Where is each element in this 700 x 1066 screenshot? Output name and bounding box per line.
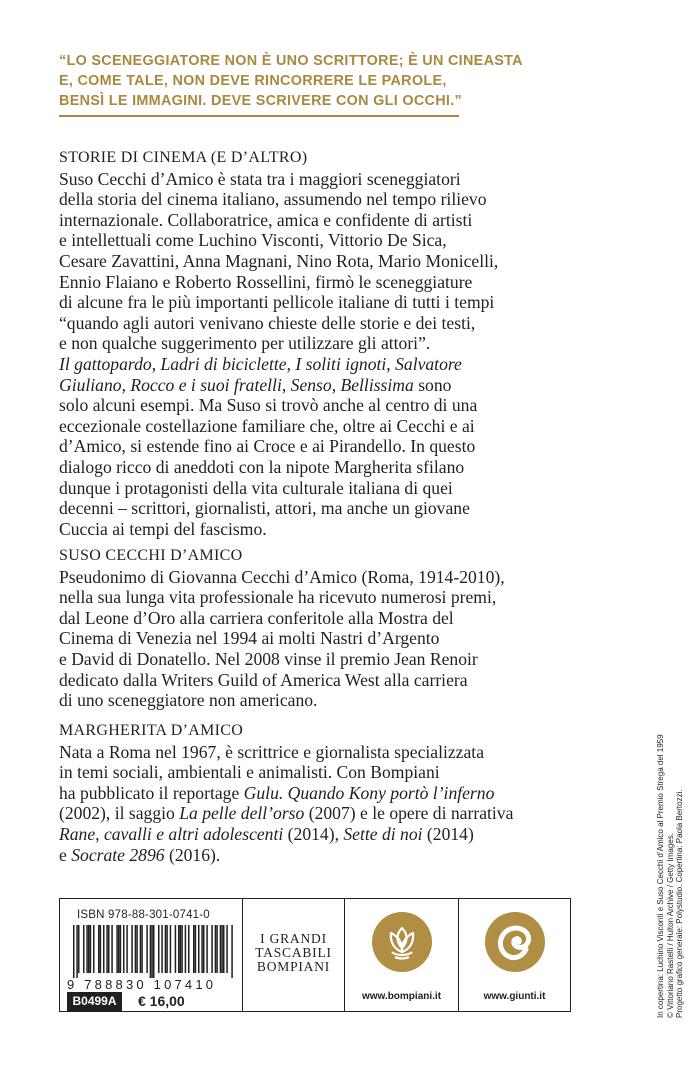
- barcode-bar: [136, 925, 138, 973]
- barcode-bar: [73, 925, 75, 978]
- series-name: [243, 932, 344, 974]
- barcode-bar: [108, 925, 110, 973]
- section-heading: SUSO CECCHI D’AMICO: [59, 547, 243, 564]
- text-line: [59, 210, 619, 231]
- quote-line: “LO SCENEGGIATORE NON È UNO SCRITTORE; È UN CINEASTA: [59, 53, 523, 69]
- epigraph-quote: [59, 51, 539, 111]
- barcode-bar: [103, 925, 105, 973]
- barcode-bar: [100, 925, 102, 973]
- italic-title: Sette di noi: [343, 823, 423, 844]
- italic-title: Socrate 2896: [71, 844, 165, 865]
- bompiani-block: [344, 899, 458, 1011]
- text-line: [59, 498, 619, 519]
- text-line: [59, 762, 619, 783]
- text-run: d’Amico, si estende fino ai Croce e ai Pirandello. In questo: [59, 436, 476, 457]
- text-line: [59, 457, 619, 478]
- barcode-bar: [93, 925, 95, 973]
- giunti-url[interactable]: www.giunti.it: [483, 991, 546, 1002]
- text-line: [59, 567, 619, 588]
- text-run: della storia del cinema italiano, assumendo nel tempo rilievo: [59, 189, 487, 210]
- barcode-block: [60, 899, 242, 1011]
- text-line: [59, 803, 619, 824]
- barcode-bar: [211, 925, 213, 973]
- text-line: [59, 169, 619, 190]
- text-line: [59, 608, 619, 629]
- credit-line: Progetto grafico generale: Polystudio. Copertina: Paola Bertozzi.: [675, 789, 685, 1018]
- text-line: [59, 251, 619, 272]
- text-run: e: [59, 844, 72, 865]
- italic-title: Gulu. Quando Kony portò l’inferno: [243, 782, 495, 803]
- barcode-bar: [180, 925, 182, 973]
- barcode-bar: [158, 925, 160, 973]
- barcode-bar: [118, 925, 120, 973]
- barcode-bar: [151, 925, 153, 978]
- italic-title: I soliti ignoti: [295, 353, 387, 374]
- text-run: Cuccia ai tempi del fascismo.: [59, 518, 267, 539]
- back-cover-panel: [59, 898, 571, 1012]
- text-run: in temi sociali, ambientali e animalisti. Con Bompiani: [59, 762, 440, 783]
- italic-title: Rocco e i suoi fratelli: [130, 374, 282, 395]
- barcode-bar: [203, 925, 205, 973]
- text-run: decenni – scrittori, giornalisti, attori, ma anche un giovane: [59, 498, 470, 519]
- barcode-bar: [226, 925, 228, 973]
- barcode-bar: [135, 925, 137, 973]
- text-line: [59, 333, 619, 354]
- italic-title: Salvatore: [395, 353, 462, 374]
- text-run: Suso Cecchi d’Amico è stata tra i maggiori sceneggiatori: [59, 168, 461, 189]
- text-run: solo alcuni esempi. Ma Suso si trovò anche al centro di una: [59, 395, 478, 416]
- barcode-bar: [166, 925, 168, 973]
- series-line: BOMPIANI: [256, 959, 331, 974]
- barcode-bar: [126, 925, 128, 973]
- bompiani-url[interactable]: www.bompiani.it: [361, 991, 442, 1002]
- text-run: Ennio Flaiano e Roberto Rossellini, firmò le sceneggiature: [59, 271, 473, 292]
- text-line: [59, 189, 619, 210]
- section-body: [59, 169, 619, 540]
- barcode: [73, 925, 233, 978]
- text-run: e intellettuali come Luchino Visconti, Vittorio De Sica,: [59, 230, 447, 251]
- text-line: [59, 272, 619, 293]
- barcode-bar: [220, 925, 222, 973]
- text-run: ,: [121, 374, 131, 395]
- barcode-bar: [201, 925, 203, 973]
- text-run: (2016).: [164, 844, 221, 865]
- text-run: eccezionale costellazione familiare che, oltre ai Cecchi e ai: [59, 415, 475, 436]
- quote-line: E, COME TALE, NON DEVE RINCORRERE LE PAROLE,: [59, 73, 447, 89]
- text-line: [59, 375, 619, 396]
- text-line: [59, 230, 619, 251]
- italic-title: Rane, cavalli e altri adolescenti: [59, 823, 284, 844]
- section-storie-di-cinema: [59, 148, 619, 539]
- italic-title: Ladri di biciclette: [160, 353, 287, 374]
- section-suso-cecchi: [59, 546, 619, 711]
- text-line: [59, 313, 619, 334]
- credit-line: In copertina: Luchino Visconti e Suso Cecchi d’Amico al Premio Strega del 1959: [656, 734, 665, 1018]
- text-line: [59, 587, 619, 608]
- barcode-bar: [140, 925, 142, 973]
- text-run: dal Leone d’Oro alla carriera conferitole alla Mostra del: [59, 607, 454, 628]
- text-run: ,: [281, 374, 291, 395]
- barcode-bar: [98, 925, 100, 973]
- text-line: [59, 649, 619, 670]
- barcode-bar: [150, 925, 152, 978]
- barcode-bar: [188, 925, 190, 973]
- barcode-bar: [146, 925, 148, 973]
- barcode-bar: [76, 925, 78, 978]
- barcode-bar: [153, 925, 155, 978]
- barcode-bar: [106, 925, 108, 973]
- section-heading: STORIE DI CINEMA (E D’ALTRO): [59, 149, 308, 166]
- text-run: di alcune fra le più importanti pellicole italiane di tutti i tempi: [59, 292, 495, 313]
- barcode-bar: [78, 925, 80, 973]
- text-line: [59, 436, 619, 457]
- text-line: [59, 292, 619, 313]
- italic-title: Senso: [290, 374, 332, 395]
- text-run: (2002), il saggio: [59, 803, 180, 824]
- product-code: B0499A: [67, 992, 122, 1011]
- barcode-bar: [206, 925, 208, 973]
- barcode-bar: [221, 925, 223, 973]
- giunti-block: [458, 899, 570, 1011]
- cover-credits: [656, 718, 685, 1018]
- barcode-bar: [90, 925, 92, 973]
- barcode-bar: [111, 925, 113, 973]
- text-run: (2014): [422, 823, 474, 844]
- credit-line: © Vittoriano Rastelli / Hulton Archive / Getty Images.: [665, 833, 675, 1018]
- quote-line: BENSÌ LE IMMAGINI. DEVE SCRIVERE CON GLI OCCHI.”: [59, 93, 462, 109]
- barcode-bar: [123, 925, 125, 973]
- barcode-bar: [131, 925, 133, 973]
- text-line: [59, 519, 619, 540]
- text-run: Pseudonimo di Giovanna Cecchi d’Amico (Roma, 1914-2010),: [59, 566, 505, 587]
- isbn-label: ISBN 978-88-301-0741-0: [77, 909, 210, 921]
- barcode-bar: [116, 925, 118, 973]
- text-run: di uno sceneggiatore non americano.: [59, 690, 318, 711]
- barcode-bar: [175, 925, 177, 973]
- text-run: ,: [151, 353, 161, 374]
- text-line: [59, 416, 619, 437]
- barcode-bar: [198, 925, 200, 973]
- text-line: [59, 690, 619, 711]
- text-run: ,: [286, 353, 296, 374]
- barcode-bar: [181, 925, 183, 973]
- quote-underline: [59, 115, 459, 117]
- barcode-bar: [86, 925, 88, 973]
- barcode-bar: [193, 925, 195, 973]
- barcode-bar: [170, 925, 172, 973]
- text-run: dedicato dalla Writers Guild of America West alla carriera: [59, 669, 468, 690]
- barcode-bar: [161, 925, 163, 973]
- barcode-bar: [120, 925, 122, 973]
- series-block: [242, 899, 344, 1011]
- text-line: [59, 628, 619, 649]
- barcode-bar: [88, 925, 90, 973]
- price: € 16,00: [138, 993, 185, 1009]
- barcode-bar: [165, 925, 167, 973]
- section-margherita: [59, 721, 619, 865]
- text-run: nella sua lunga vita professionale ha ricevuto numerosi premi,: [59, 587, 497, 608]
- italic-title: Bellissima: [340, 374, 414, 395]
- text-run: Cinema di Venezia nel 1994 ai molti Nastri d’Argento: [59, 628, 440, 649]
- text-line: [59, 845, 619, 866]
- italic-title: Giuliano: [59, 374, 122, 395]
- text-line: [59, 783, 619, 804]
- barcode-bar: [195, 925, 197, 973]
- text-run: Nata a Roma nel 1967, è scrittrice e giornalista specializzata: [59, 741, 484, 762]
- italic-title: Il gattopardo: [59, 353, 152, 374]
- text-line: [59, 824, 619, 845]
- text-run: ha pubblicato il reportage: [59, 782, 244, 803]
- text-run: “quando agli autori venivano chieste delle storie e dei testi,: [59, 312, 476, 333]
- barcode-bar: [185, 925, 187, 973]
- text-line: [59, 354, 619, 375]
- text-run: e non qualche suggerimento per utilizzare gli attori”.: [59, 333, 431, 354]
- text-run: Cesare Zavattini, Anna Magnani, Nino Rota, Mario Monicelli,: [59, 250, 499, 271]
- barcode-bar: [231, 925, 233, 978]
- barcode-digits: 9 788830 107410: [67, 977, 217, 992]
- text-run: dialogo ricco di aneddoti con la nipote Margherita sfilano: [59, 456, 465, 477]
- italic-title: La pelle dell’orso: [179, 803, 305, 824]
- barcode-bar: [141, 925, 143, 973]
- text-run: ,: [331, 374, 341, 395]
- lotus-icon: [372, 912, 432, 972]
- barcode-bar: [215, 925, 217, 973]
- text-run: sono: [413, 374, 452, 395]
- barcode-bar: [216, 925, 218, 973]
- text-line: [59, 478, 619, 499]
- series-line: I GRANDI: [260, 931, 327, 946]
- text-run: (2007) e le opere di narrativa: [304, 803, 514, 824]
- text-run: ,: [386, 353, 396, 374]
- section-body: [59, 742, 619, 866]
- barcode-bar: [83, 925, 85, 973]
- giunti-swirl-icon: [485, 912, 545, 972]
- section-heading: MARGHERITA D’AMICO: [59, 722, 244, 739]
- text-run: internazionale. Collaboratrice, amica e confidente di artisti: [59, 209, 473, 230]
- barcode-bar: [178, 925, 180, 973]
- text-line: [59, 395, 619, 416]
- text-run: dunque i protagonisti della vita culturale italiana di quei: [59, 477, 453, 498]
- section-body: [59, 567, 619, 711]
- text-line: [59, 742, 619, 763]
- text-run: e David di Donatello. Nel 2008 vinse il premio Jean Renoir: [59, 648, 478, 669]
- text-line: [59, 670, 619, 691]
- series-line: TASCABILI: [255, 945, 332, 960]
- text-run: (2014),: [283, 823, 344, 844]
- barcode-bar: [223, 925, 225, 973]
